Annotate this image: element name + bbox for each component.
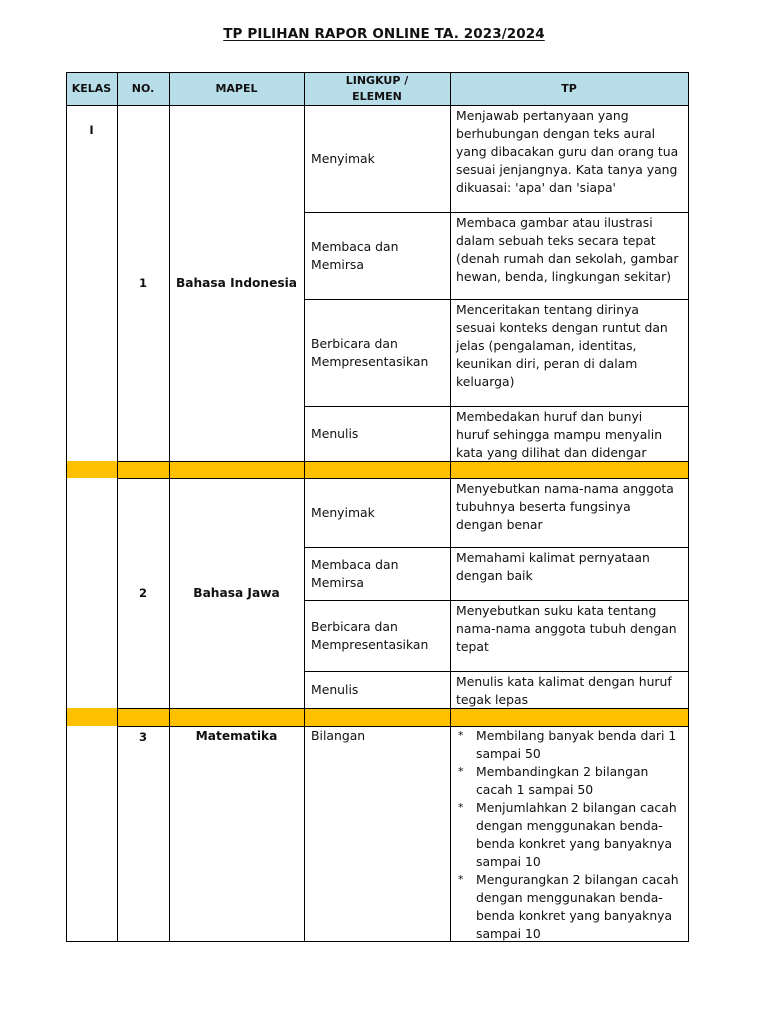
tp-bullet-item <box>458 763 688 799</box>
tp-line: nama-nama anggota tubuh dengan <box>456 621 677 636</box>
tp-line: Memahami kalimat pernyataan <box>456 550 650 565</box>
grid-line <box>117 461 689 462</box>
tp-line: yang dibacakan guru dan orang tua <box>456 144 679 159</box>
grid-line <box>117 708 689 709</box>
tp-line: Menyebutkan nama-nama anggota <box>456 481 674 496</box>
tp-line: dikuasai: 'apa' dan 'siapa' <box>456 180 616 195</box>
header-tp <box>450 81 688 97</box>
tp-bullet-item <box>458 799 688 871</box>
tp-line: dengan baik <box>456 568 533 583</box>
tp-line: Menyebutkan suku kata tentang <box>456 603 657 618</box>
grid-line <box>117 726 689 727</box>
grid-line <box>117 72 118 942</box>
header-kelas-line: KELAS <box>71 82 112 95</box>
tp-line: Mengurangkan 2 bilangan cacah <box>476 872 679 887</box>
elemen-cell <box>311 681 447 699</box>
header-lingkup-elemen-line: ELEMEN <box>352 90 402 103</box>
header-no-line: NO. <box>131 82 155 95</box>
tp-line: benda konkret yang banyaknya <box>476 908 673 923</box>
tp-line: dengan benar <box>456 517 543 532</box>
tp-cell <box>456 301 686 391</box>
grid-line <box>304 406 689 407</box>
separator-row <box>66 708 688 726</box>
tp-line: sesuai jenjangnya. Kata tanya yang <box>456 162 678 177</box>
tp-bullet-item <box>458 871 688 943</box>
elemen-cell <box>311 335 447 371</box>
tp-line: (denah rumah dan sekolah, gambar <box>456 251 679 266</box>
grid-line <box>304 212 689 213</box>
tp-line: Menulis kata kalimat dengan huruf <box>456 674 672 689</box>
elemen-cell <box>311 504 447 522</box>
grid-line <box>688 72 689 942</box>
elemen-line: Berbicara dan <box>311 336 398 351</box>
elemen-line: Menyimak <box>311 151 375 166</box>
elemen-line: Memirsa <box>311 575 364 590</box>
tp-line: jelas (pengalaman, identitas, <box>456 338 637 353</box>
tp-line: Menjawab pertanyaan yang <box>456 108 629 123</box>
header-kelas <box>66 81 117 97</box>
header-no <box>117 81 169 97</box>
elemen-line: Menulis <box>311 682 359 697</box>
tp-line: Membedakan huruf dan bunyi <box>456 409 643 424</box>
header-tp-line: TP <box>561 82 577 95</box>
tp-line: sesuai konteks dengan runtut dan <box>456 320 668 335</box>
elemen-line: Menulis <box>311 426 359 441</box>
grid-line <box>304 600 689 601</box>
bullet-icon: * <box>458 873 464 886</box>
header-lingkup-elemen <box>304 73 450 105</box>
bullet-icon: * <box>458 801 464 814</box>
tp-line: dalam sebuah teks secara tepat <box>456 233 656 248</box>
tp-line: Membandingkan 2 bilangan <box>476 764 649 779</box>
grid-line <box>117 478 689 479</box>
subject-mapel: Bahasa Jawa <box>193 586 280 600</box>
tp-line: tepat <box>456 639 489 654</box>
grid-line <box>304 671 689 672</box>
tp-line: tegak lepas <box>456 692 529 707</box>
subject-mapel: Bahasa Indonesia <box>175 276 298 290</box>
tp-line: hewan, benda, lingkungan sekitar) <box>456 269 672 284</box>
elemen-cell <box>311 556 447 592</box>
tp-line: sampai 10 <box>476 854 541 869</box>
tp-line: dengan menggunakan benda- <box>476 890 663 905</box>
header-mapel <box>169 81 304 97</box>
tp-line: Membaca gambar atau ilustrasi <box>456 215 653 230</box>
header-lingkup-elemen-line: LINGKUP / <box>345 74 409 87</box>
elemen-cell <box>311 618 447 654</box>
grid-line <box>450 72 451 942</box>
grid-line <box>304 547 689 548</box>
tp-cell <box>456 673 686 709</box>
tp-cell <box>456 408 686 462</box>
elemen-cell <box>311 150 447 168</box>
elemen-line: Membaca dan <box>311 557 399 572</box>
tp-line: berhubungan dengan teks aural <box>456 126 656 141</box>
tp-cell <box>456 480 686 534</box>
tp-line: Menceritakan tentang dirinya <box>456 302 639 317</box>
grid-line <box>66 941 689 942</box>
elemen-cell <box>311 727 447 745</box>
elemen-line: Berbicara dan <box>311 619 398 634</box>
tp-cell <box>456 602 686 656</box>
subject-no: 2 <box>138 586 147 600</box>
grid-line <box>169 72 170 942</box>
bullet-icon: * <box>458 765 464 778</box>
subject-no: 3 <box>138 730 147 744</box>
tp-line: kata yang dilihat dan didengar <box>456 445 647 460</box>
elemen-line: Mempresentasikan <box>311 637 429 652</box>
tp-line: dengan menggunakan benda- <box>476 818 663 833</box>
tp-line: keunikan diri, peran di dalam <box>456 356 638 371</box>
grid-line <box>66 72 67 942</box>
tp-line: sampai 10 <box>476 926 541 941</box>
kelas-value: I <box>89 123 94 137</box>
grid-line <box>304 299 689 300</box>
elemen-line: Membaca dan <box>311 239 399 254</box>
tp-line: cacah 1 sampai 50 <box>476 782 594 797</box>
elemen-cell <box>311 425 447 443</box>
tp-line: tubuhnya beserta fungsinya <box>456 499 631 514</box>
tp-line: sampai 50 <box>476 746 541 761</box>
elemen-line: Menyimak <box>311 505 375 520</box>
grid-line <box>66 72 689 73</box>
elemen-cell <box>311 238 447 274</box>
grid-line <box>66 105 689 106</box>
tp-line: keluarga) <box>456 374 515 389</box>
tp-line: Membilang banyak benda dari 1 <box>476 728 677 743</box>
tp-cell <box>456 549 686 585</box>
elemen-line: Memirsa <box>311 257 364 272</box>
subject-mapel: Matematika <box>195 729 278 743</box>
grid-line <box>304 72 305 942</box>
separator-row <box>66 461 688 478</box>
tp-cell <box>456 214 686 286</box>
tp-bullet-item <box>458 727 688 763</box>
subject-no: 1 <box>138 276 147 290</box>
page-title: TP PILIHAN RAPOR ONLINE TA. 2023/2024 <box>223 26 545 42</box>
tp-cell <box>456 107 686 197</box>
elemen-line: Mempresentasikan <box>311 354 429 369</box>
elemen-line: Bilangan <box>311 728 366 743</box>
tp-line: Menjumlahkan 2 bilangan cacah <box>476 800 677 815</box>
bullet-icon: * <box>458 729 464 742</box>
tp-line: benda konkret yang banyaknya <box>476 836 673 851</box>
tp-line: huruf sehingga mampu menyalin <box>456 427 663 442</box>
header-mapel-line: MAPEL <box>215 82 258 95</box>
